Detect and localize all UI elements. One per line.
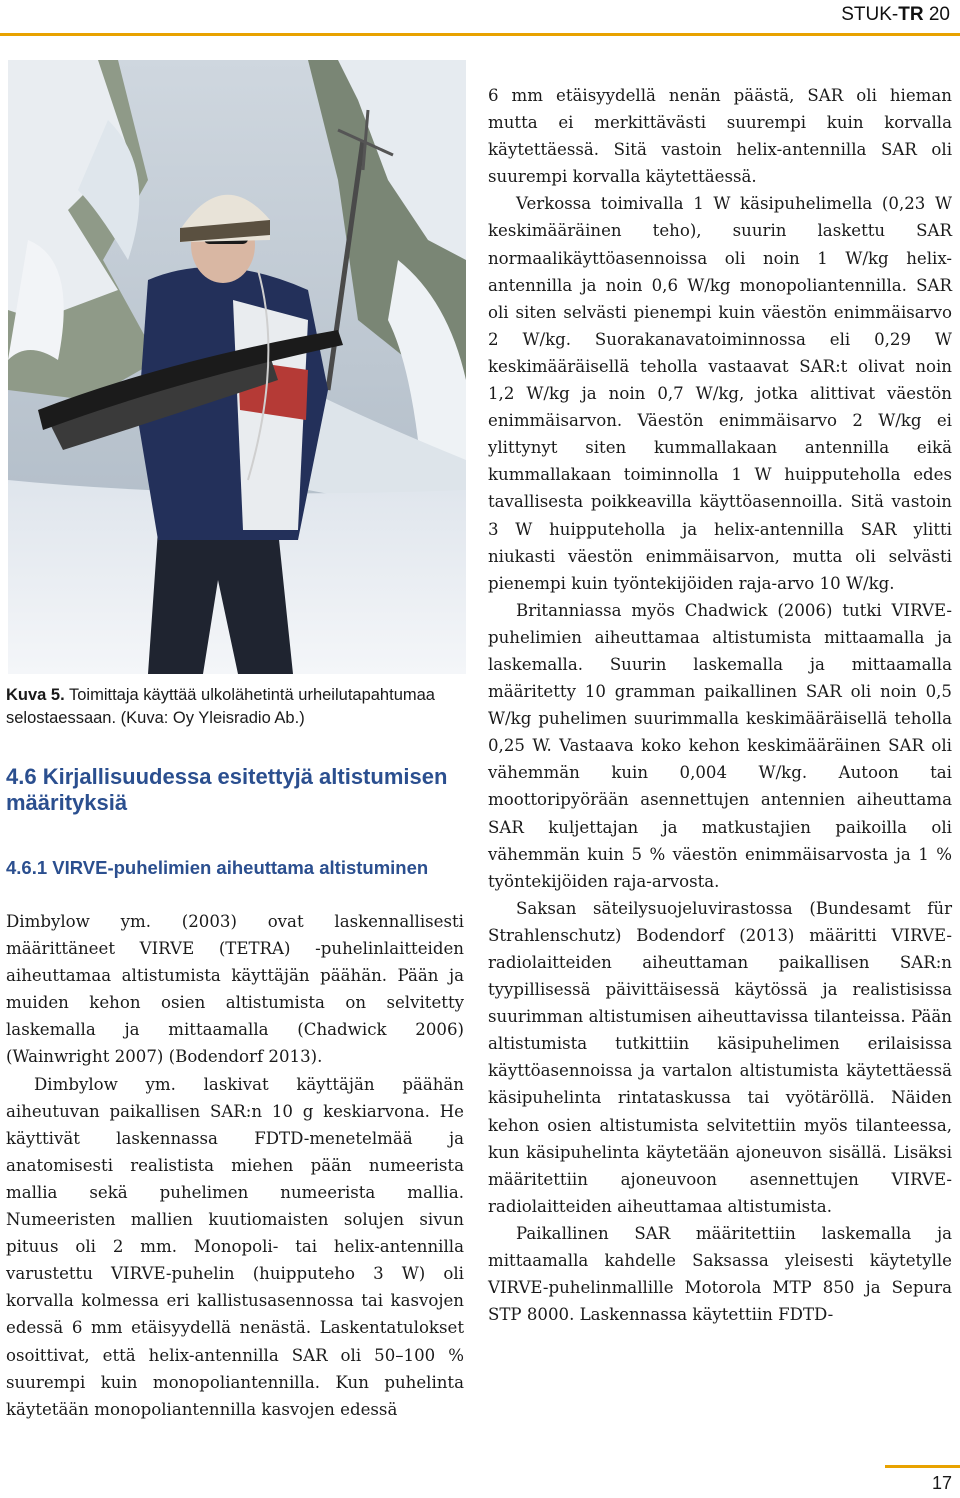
- subsection-heading: 4.6.1 VIRVE-puhelimien aiheuttama altistuminen: [6, 857, 429, 878]
- header-brand-prefix: STUK-: [841, 4, 899, 25]
- right-text-column: [488, 82, 952, 1328]
- caption-label: Kuva 5.: [6, 686, 65, 704]
- paragraph: 6 mm etäisyydellä nenän päästä, SAR oli hieman mutta ei merkittävästi suurempi kuin korvalla käytettäessä. Sitä vastoin helix-antennilla SAR oli suurempi korvalla käytettäessä.: [488, 86, 952, 187]
- photo-person-antenna-icon: [8, 60, 466, 674]
- section-heading: 4.6 Kirjallisuudessa esitettyjä altistumisen määrityksiä: [6, 764, 448, 815]
- figure-photo: [8, 60, 466, 674]
- header-brand-bold: TR: [898, 4, 924, 25]
- header-rule: [0, 33, 960, 36]
- running-header: [841, 4, 950, 26]
- paragraph: Paikallinen SAR määritettiin laskemalla ja mittaamalla kahdelle Saksassa yleisesti käytetylle VIRVE-puhelinmallille Motorola MTP 850 ja Sepura STP 8000. Laskennassa käytettiin FDTD-: [488, 1223, 952, 1325]
- header-brand-suffix: 20: [923, 4, 950, 25]
- paragraph: Britanniassa myös Chadwick (2006) tutki VIRVE-puhelimien aiheuttamaa altistumista mittaamalla ja laskemalla. Suurin laskemalla ja mittaamalla määritetty 10 gramman paikallinen SAR oli noin 0,5 W/kg puhelimen suurimmalla keskimääräisellä teholla 0,25 W. Vastaava koko kehon keskimääräinen SAR oli vähemmän kuin 0,004 W/kg. Autoon tai moottoripyörään asennettujen antennien aiheuttama SAR kuljettajan ja matkustajien paikoilla oli vähemmän kuin 5 % väestön enimmäisarvosta ja 1 % työntekijöiden raja-arvosta.: [488, 600, 952, 891]
- page-number: 17: [931, 1473, 952, 1493]
- figure-caption: [6, 684, 468, 730]
- paragraph: Dimbylow ym. (2003) ovat laskennallisesti määrittäneet VIRVE (TETRA) -puhelinlaitteiden aiheuttamaa altistumista käyttäjän päähän. Pään ja muiden kehon osien altistumista on selvitetty laskemalla ja mittaamalla (Chadwick 2006) (Wainwright 2007) (Bodendorf 2013).: [6, 912, 464, 1067]
- footer-rule: [885, 1465, 960, 1468]
- paragraph: Dimbylow ym. laskivat käyttäjän päähän aiheutuvan paikallisen SAR:n 10 g keskiarvona. He käyttivät laskennassa FDTD-menetelmää ja anatomisesti realistista miehen pään numeerista mallia sekä puhelimen numeerista mallia. Numeeristen mallien kuutiomaisten solujen sivun pituus oli 2 mm. Monopoli- tai helix-antennilla varustettu VIRVE-puhelin (huipputeho 3 W) oli korvalla kolmessa eri kallistusasennossa tai kasvojen edessä 6 mm etäisyydellä nenästä. Laskentatulokset osoittivat, että helix-antennilla SAR oli 50–100 % suurempi kuin monopoliantennilla. Kun puhelinta käytetään monopoliantennilla kasvojen edessä: [6, 1074, 464, 1419]
- caption-text: Toimittaja käyttää ulkolähetintä urheilutapahtumaa selostaessaan. (Kuva: Oy Yleisradio Ab.): [6, 686, 435, 727]
- paragraph: Verkossa toimivalla 1 W käsipuhelimella (0,23 W keskimääräinen teho), suurin laskettu SAR normaalikäyttöasennoissa oli noin 1 W/kg helix-antennilla ja noin 0,6 W/kg monopoliantennilla. SAR oli siten selvästi pienempi kuin väestön enimmäisarvo 2 W/kg. Suorakanavatoiminnossa eli 0,29 W keskimääräisellä teholla vastaavat SAR:t olivat noin 1,2 W/kg ja noin 0,7 W/kg, jotka alittivat väestön enimmäisarvon. Väestön enimmäisarvo 2 W/kg ei ylittynyt siten kummallakaan antennilla eikä kummallakaan toiminnolla 1 W huipputeholla edes tavallisesta poikkeavilla käyttöasennoilla. Sitä vastoin 3 W huipputeholla ja helix-antennilla SAR ylitti niukasti väestön enimmäisarvon, mutta oli selvästi pienempi kuin työntekijöiden raja-arvo 10 W/kg.: [488, 194, 952, 593]
- paragraph: Saksan säteilysuojeluvirastossa (Bundesamt für Strahlenschutz) Bodendorf (2013) määritti VIRVE-radiolaitteiden aiheuttaman paikallisen SAR:n tyypillisessä päivittäisessä käytössä ja realistisissa suurimman altistumisen aiheuttavissa tilanteissa. Pään altistumista tutkittiin käsipuhelimen erilaisissa käyttöasennoissa ja vartalon altistumista käytettäessä käsipuhelinta rintataskussa tai vyötäröllä. Näiden kehon osien altistumista selvitettiin myös tilanteessa, kun käsipuhelinta käytetään ajoneuvon sisällä. Lisäksi määritettiin ajoneuvoon asennettujen VIRVE-radiolaitteiden aiheuttamaa altistumista.: [488, 898, 952, 1216]
- left-text-column: [6, 908, 464, 1423]
